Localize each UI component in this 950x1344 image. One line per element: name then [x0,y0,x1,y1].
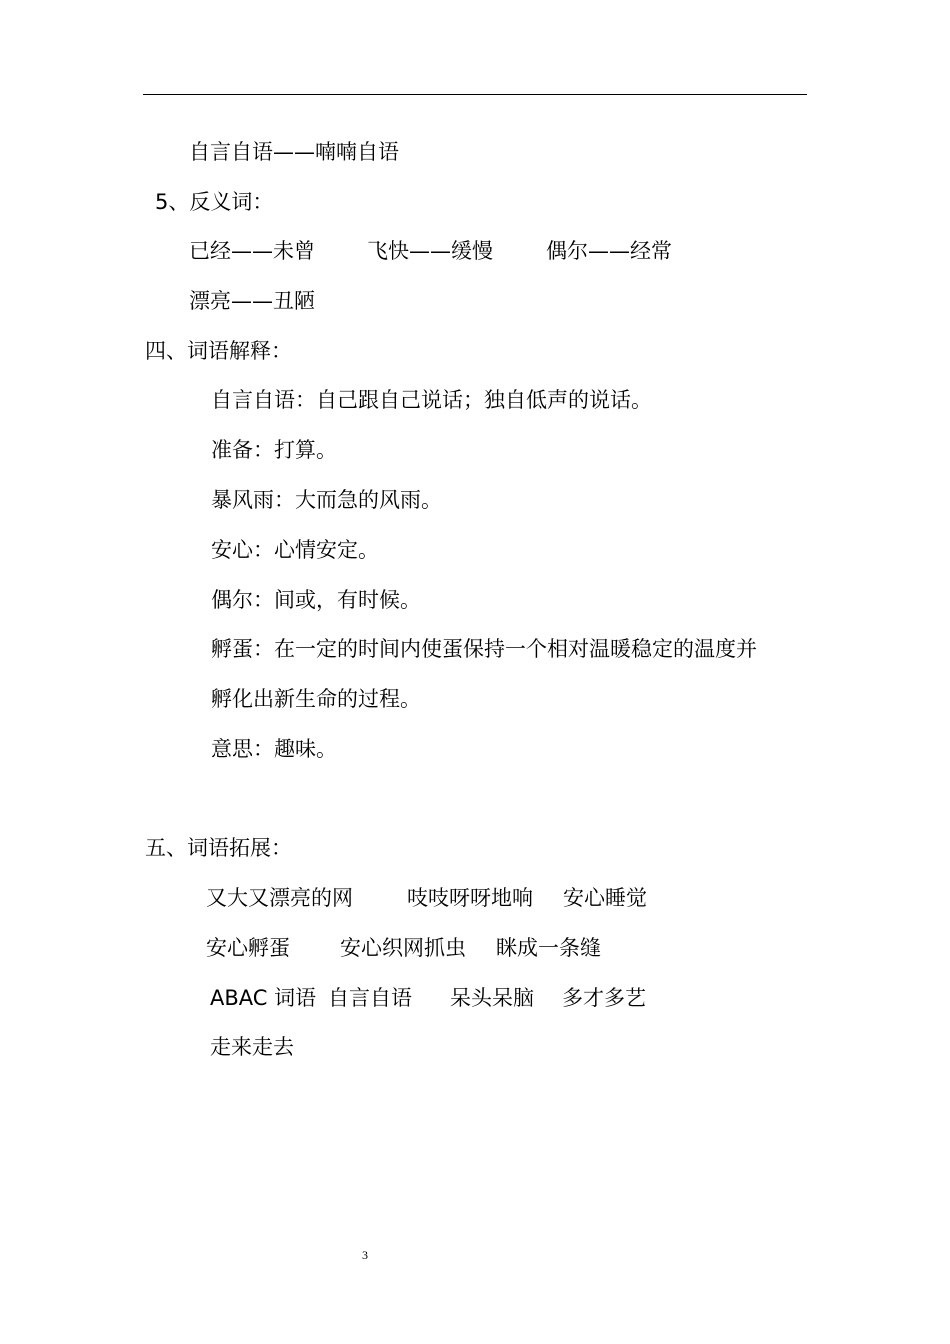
antonym-pair: 偶尔——经常 [546,239,672,263]
phrase-item: 吱吱呀呀地响 [407,886,533,910]
section-heading-4: 四、词语解释： [145,339,292,363]
phrase-item: 安心织网抓虫 [340,936,466,960]
header-rule [143,94,807,95]
antonym-pair: 漂亮——丑陋 [189,289,315,313]
definition-item: 准备：打算。 [211,438,337,462]
antonym-pair: 已经——未曾 [189,239,315,263]
phrase-item: 多才多艺 [562,986,646,1010]
definition-item: 暴风雨：大而急的风雨。 [211,488,442,512]
definition-item-continued: 孵化出新生命的过程。 [211,687,421,711]
definition-item: 意思：趣味。 [211,737,337,761]
phrase-item: 安心睡觉 [563,886,647,910]
phrase-item: 安心孵蛋 [206,936,290,960]
phrase-item: 走来走去 [210,1035,294,1059]
page-number: 3 [362,1248,368,1262]
section-heading-5: 五、词语拓展： [145,836,292,860]
phrase-item: ABAC 词语 [210,986,317,1010]
antonym-heading: 5、反义词： [155,190,274,214]
phrase-item: 眯成一条缝 [496,936,601,960]
definition-item: 自言自语：自己跟自己说话；独自低声的说话。 [211,388,652,412]
phrase-item: 自言自语 [328,986,412,1010]
phrase-item: 又大又漂亮的网 [206,886,353,910]
definition-item: 安心：心情安定。 [211,538,379,562]
definition-item: 偶尔：间或，有时候。 [211,588,421,612]
synonym-line: 自言自语——喃喃自语 [189,140,399,164]
phrase-item: 呆头呆脑 [450,986,534,1010]
antonym-pair: 飞快——缓慢 [367,239,493,263]
definition-item: 孵蛋：在一定的时间内使蛋保持一个相对温暖稳定的温度并 [211,637,757,661]
